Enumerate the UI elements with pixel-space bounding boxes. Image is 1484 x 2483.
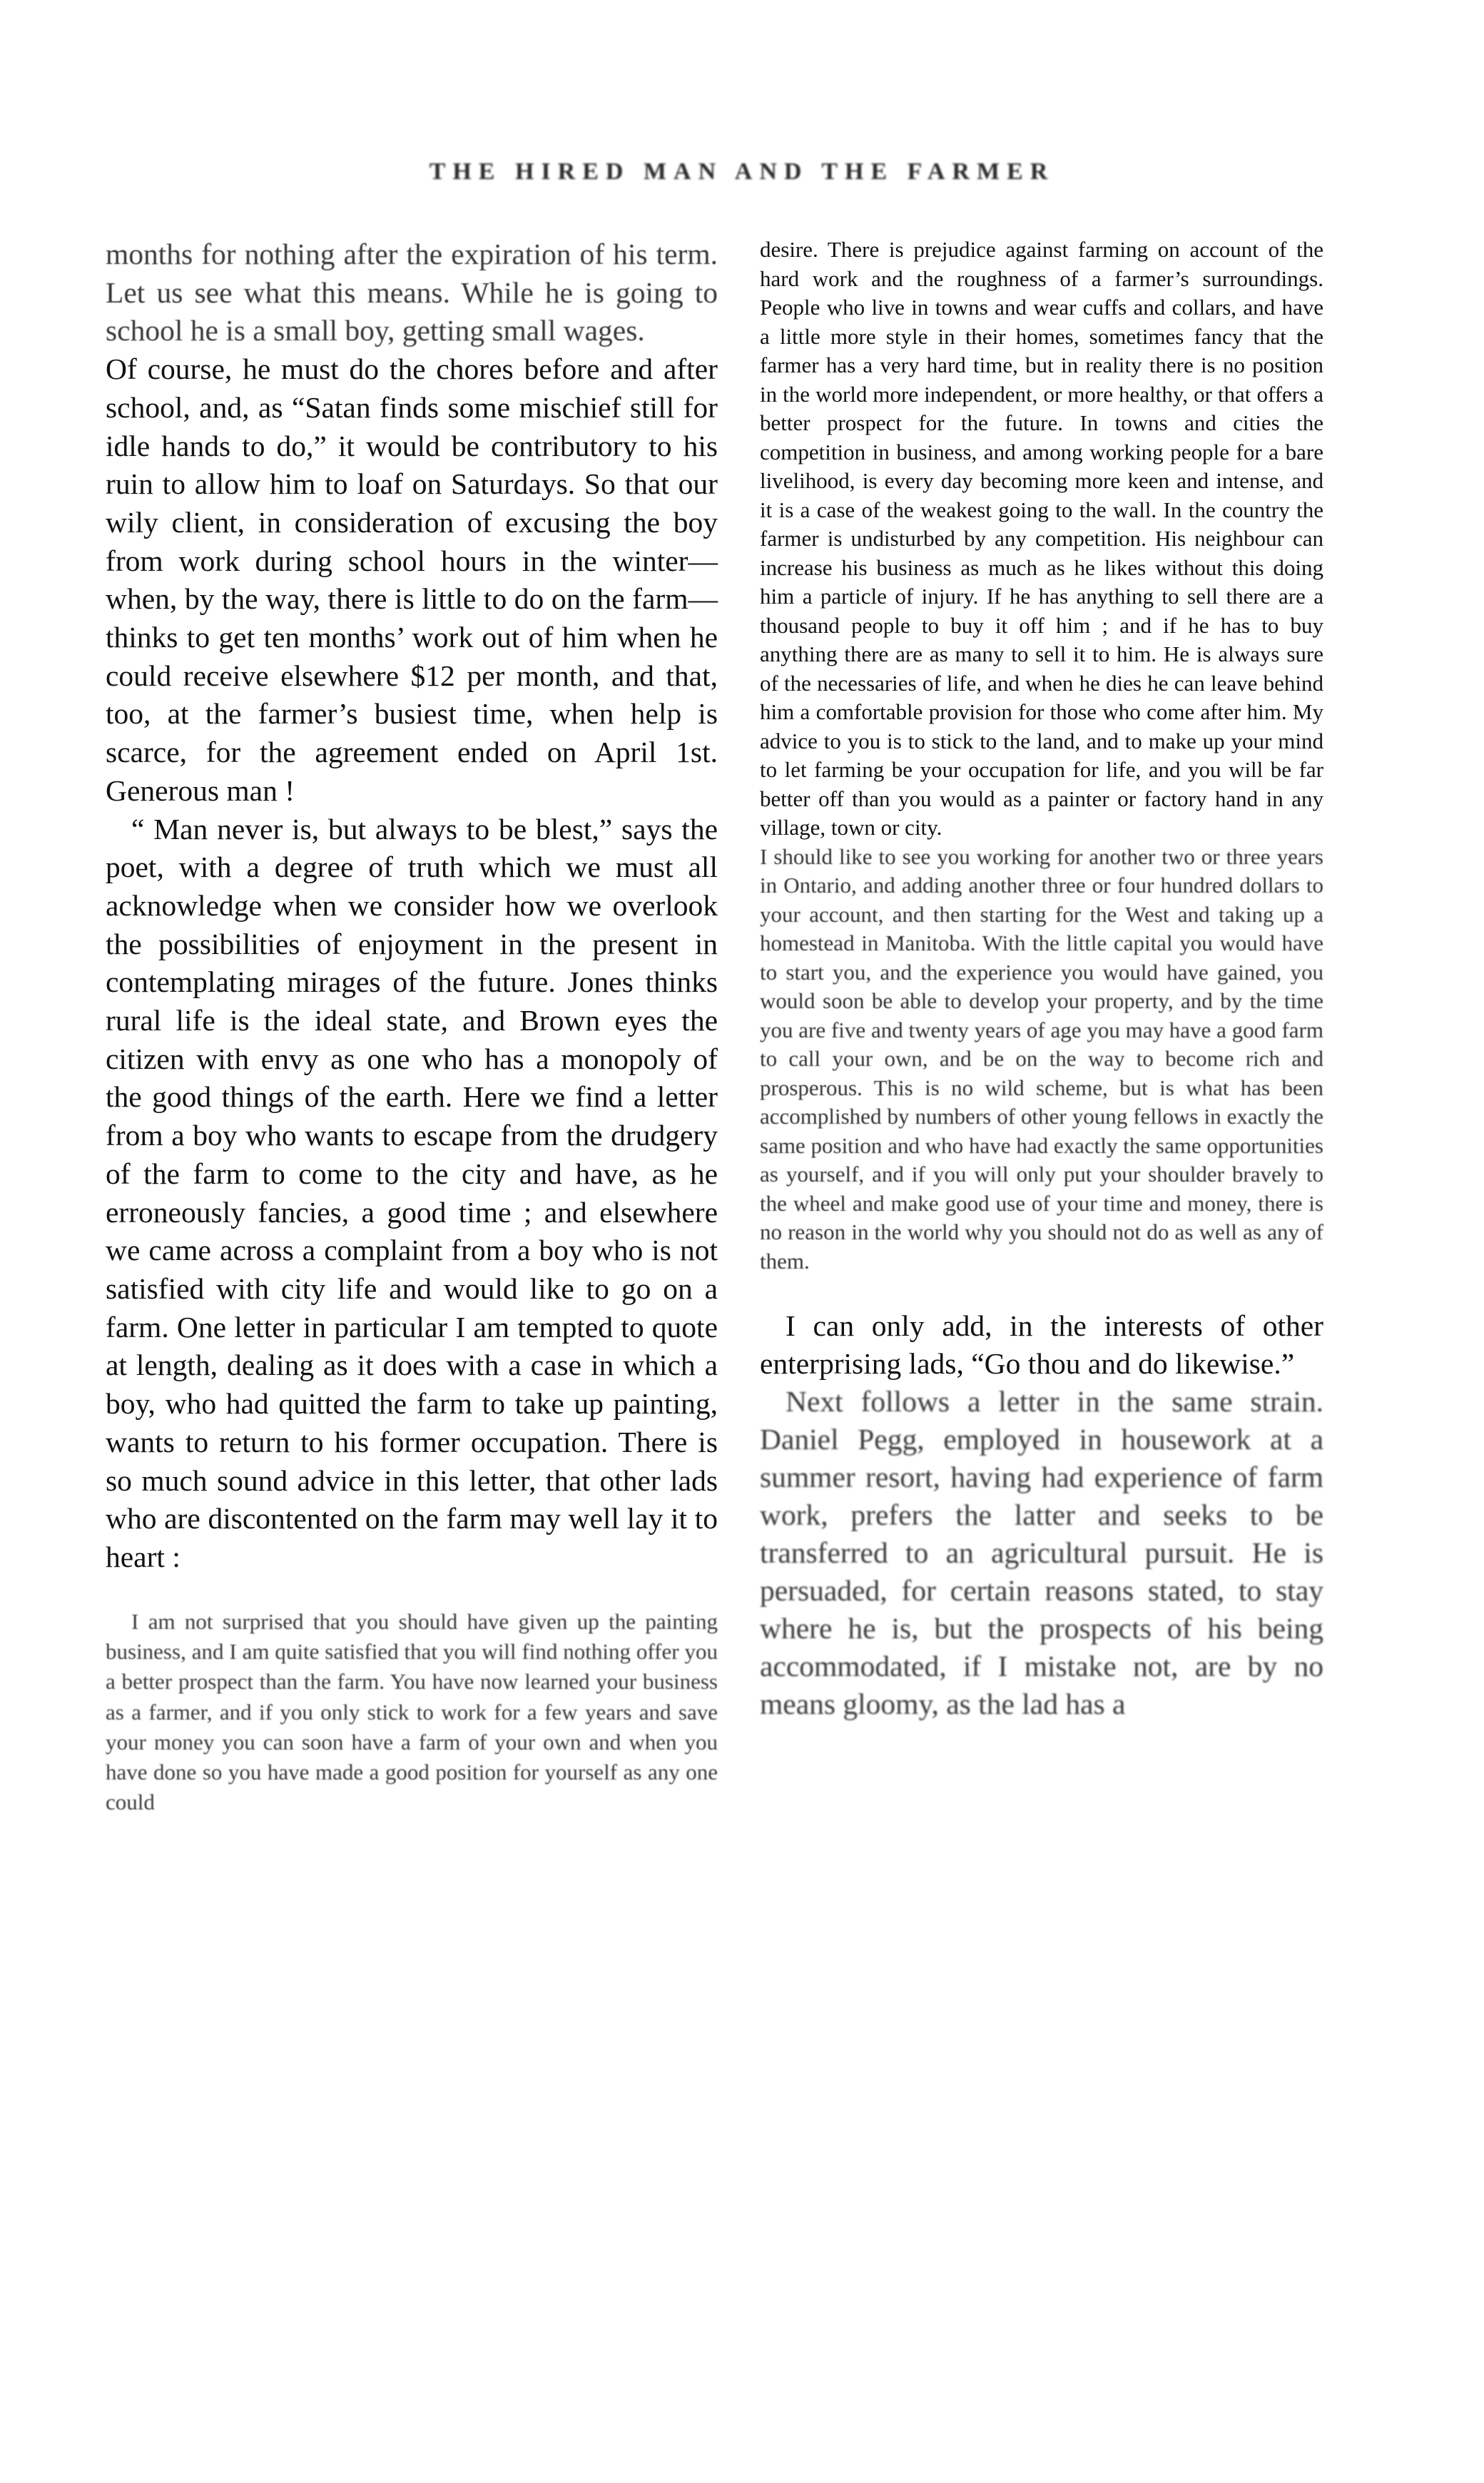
left-paragraph-1: Of course, he must do the chores before and after school, and, as “Satan finds some mischief still for idle hands to do,” it would be contributory to his ruin to allow him to loaf on Saturdays. So that our wily client, in consideration of excusing the boy from work during school hours in the winter—when, by the way, there is little to do on the farm—thinks to get ten months’ work out of him when he could receive elsewhere $12 per month, and that, too, at the farmer’s busiest time, when help is scarce, for the agreement ended on April 1st. Generous man ! [106, 352, 718, 807]
left-column [106, 235, 718, 1818]
right-column [760, 235, 1323, 1723]
letter-quote-continued: desire. There is prejudice against farming on account of the hard work and the roughness of a farmer’s surroundings. People who live in towns and wear cuffs and collars, and have a little more style in their homes, sometimes fancy that the farmer has a very hard time, but in reality there is no position in the world more independent, or more healthy, or that offers a better prospect for the future. In towns and cities the competition in business, and among working people for a bare livelihood, is every day becoming more keen and intense, and it is a case of the weakest going to the wall. In the country the farmer is undisturbed by any competition. His neighbour can increase his business as much as he likes without this doing him a particle of injury. If he has anything to sell there are a thousand people to buy it off him ; and if he has to buy anything there are as many to sell it to him. He is always sure of the necessaries of life, and when he dies he can leave behind him a comfortable provision for those who come after him. My advice to you is to stick to the land, and to make up your mind to let farming be your occupation for life, and you will be far better off than you would as a painter or factory hand in any village, town or city. [760, 237, 1323, 840]
left-paragraph-1-opening: months for nothing after the expiration of his term. Let us see what this means. While he is going to school he is a small boy, getting small wages. [106, 238, 718, 347]
letter-quote-faded: I should like to see you working for another two or three years in Ontario, and adding another three or four hundred dollars to your account, and then starting for the West and taking up a homestead in Manitoba. With the little capital you would have to start you, and the experience you would have gained, you would soon be able to develop your property, and by the time you are five and twenty years of age you may have a good farm to call your own, and be on the way to become rich and prosperous. This is no wild scheme, but is what has been accomplished by numbers of other young fellows in exactly the same position and who have had exactly the same opportunities as yourself, and if you will only put your shoulder bravely to the wheel and make good use of your time and money, there is no reason in the world why you should not do as well as any of them. [760, 843, 1323, 1274]
right-paragraph-go-thou: I can only add, in the interests of other enterprising lads, “Go thou and do likewise.” [760, 1309, 1323, 1380]
right-paragraph-next-letter: Next follows a letter in the same strain. Daniel Pegg, employed in housework at a summer resort, having had experience of farm work, prefers the latter and seeks to be transferred to an agricultural pursuit. He is persuaded, for certain reasons stated, to stay where he is, but the prospects of his being accommodated, if I mistake not, are by no means gloomy, as the lad has a [760, 1385, 1323, 1720]
letter-quote: I am not surprised that you should have given up the painting business, and I am quite satisfied that you will find nothing offer you a better prospect than the farm. You have now learned your business as a farmer, and if you only stick to work for a few years and save your money you can soon have a farm of your own and when you have done so you have made a good position for yourself as any one could [106, 1608, 718, 1815]
left-paragraph-2: “ Man never is, but always to be blest,” says the poet, with a degree of truth which we must all acknowledge when we consider how we overlook the possibilities of enjoyment in the present in contemplating mirages of the future. Jones thinks rural life is the ideal state, and Brown eyes the citizen with envy as one who has a monopoly of the good things of the earth. Here we find a letter from a boy who wants to escape from the drudgery of the farm to come to the city and have, as he erroneously fancies, a good time ; and elsewhere we came across a complaint from a boy who is not satisfied with city life and would like to go on a farm. One letter in particular I am tempted to quote at length, dealing as it does with a case in which a boy, who had quitted the farm to take up painting, wants to return to his former occupation. There is so much sound advice in this letter, that other lads who are discontented on the farm may well lay it to heart : [106, 812, 718, 1573]
running-head: THE HIRED MAN AND THE FARMER [429, 158, 1055, 185]
